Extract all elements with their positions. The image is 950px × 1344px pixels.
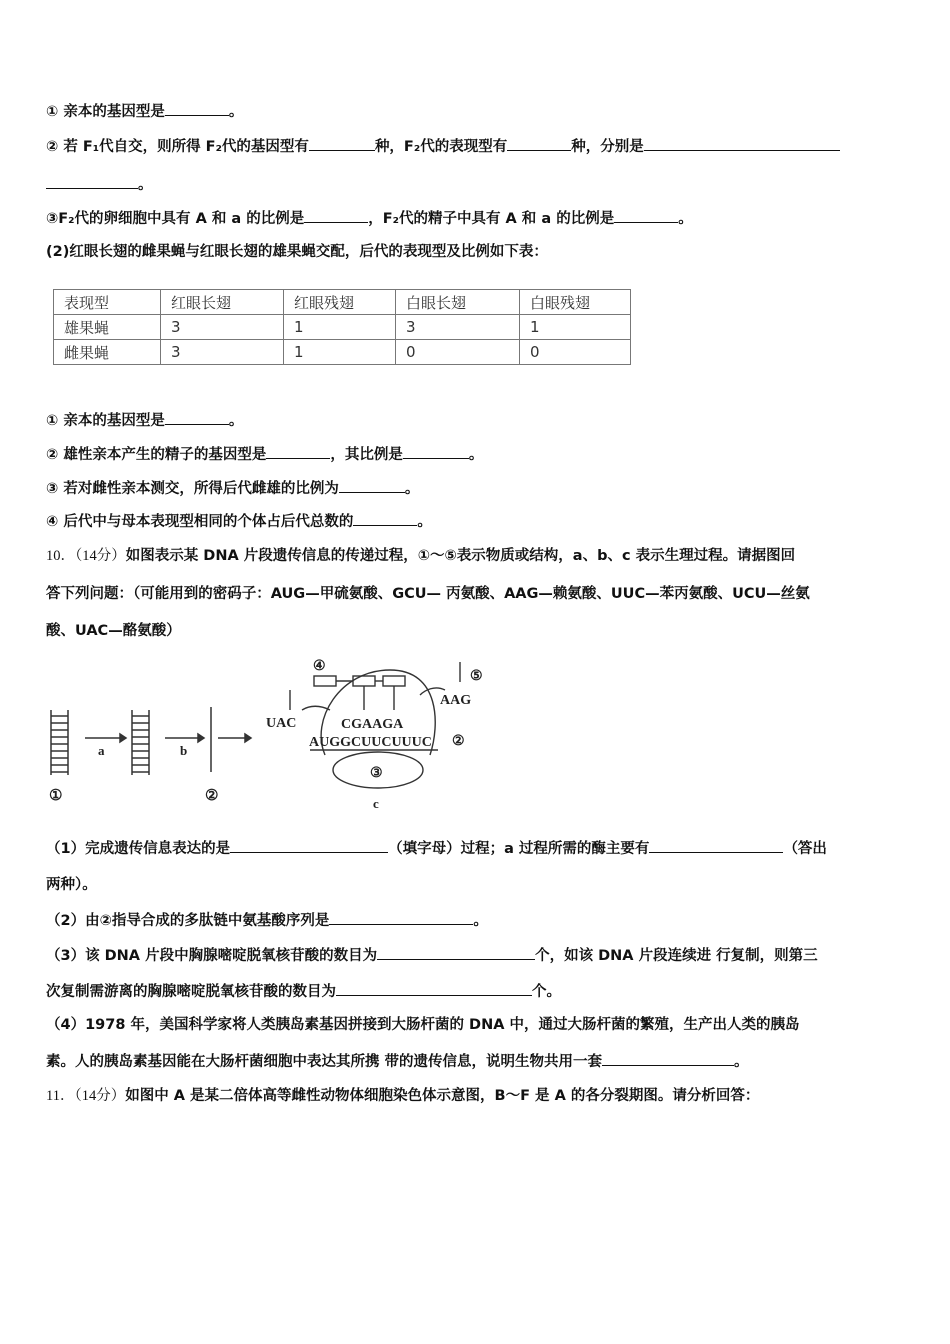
table-row (54, 340, 631, 365)
q10-intro-1 (46, 546, 795, 566)
answer-blank[interactable] (309, 136, 375, 151)
text: 。 (417, 514, 432, 530)
answer-blank[interactable] (46, 174, 138, 189)
table-header: 白眼残翅 (520, 290, 631, 315)
q10-sub4-cont (46, 1051, 749, 1072)
text: 。 (473, 913, 488, 929)
table-row (54, 315, 631, 340)
label-3: ③ (370, 766, 383, 781)
answer-blank[interactable] (353, 511, 417, 526)
q10-sub3 (46, 945, 818, 966)
label-2-mrna: ② (452, 734, 465, 749)
answer-blank[interactable] (165, 101, 229, 116)
dna-transfer-diagram (40, 650, 490, 820)
dna-double-helix-icon (51, 710, 68, 775)
text: 。 (228, 104, 244, 120)
answer-blank[interactable] (614, 208, 678, 223)
text: ，F₂代的精子中具有 A 和 a 的比例是 (368, 211, 615, 227)
answer-blank[interactable] (644, 136, 840, 151)
answer-blank[interactable] (339, 478, 405, 493)
text: 。 (138, 177, 153, 193)
q10-sub1 (46, 838, 827, 859)
table-cell: 0 (396, 340, 520, 365)
label-1: ① (49, 788, 63, 804)
text: ③ 若对雌性亲本测交，所得后代雌雄的比例为 (46, 481, 339, 497)
text: ② 雄性亲本产生的精子的基因型是 (46, 447, 267, 463)
phenotype-table (53, 289, 631, 365)
mrna-sequence: AUGGCUUCUUUC (309, 735, 432, 750)
table-cell: 雌果蝇 (54, 340, 161, 365)
label-4: ④ (313, 659, 326, 674)
trna-anticodon-aag: AAG (440, 693, 472, 708)
text: 如图中 A 是某二倍体高等雌性动物体细胞染色体示意图，B～F 是 A 的各分裂期图。请分析回答： (125, 1088, 760, 1104)
text: （答出 (783, 841, 827, 857)
anticodon-sequence: CGAAGA (341, 717, 404, 732)
answer-blank[interactable] (602, 1051, 734, 1066)
arrows (85, 707, 251, 772)
text: 个。 (532, 984, 561, 1000)
q9-sub1 (46, 410, 243, 431)
question-number: 11．（14分） (46, 1088, 126, 1104)
q10-sub1-cont: 两种）。 (46, 877, 97, 893)
table-header: 表现型 (54, 290, 161, 315)
q9-item1 (46, 101, 243, 122)
answer-blank[interactable] (230, 838, 388, 853)
table-cell: 雄果蝇 (54, 315, 161, 340)
q9-part2: (2)红眼长翅的雌果蝇与红眼长翅的雄果蝇交配，后代的表现型及比例如下表： (46, 244, 548, 260)
table-cell: 1 (520, 315, 631, 340)
table-cell: 3 (161, 340, 284, 365)
label-a: a (98, 743, 105, 758)
q10-intro-3: 酸、UAC—酪氨酸） (46, 623, 181, 639)
text: 。 (468, 447, 484, 463)
q9-item2-cont (46, 174, 153, 195)
text: ① 亲本的基因型是 (46, 413, 165, 429)
answer-blank[interactable] (649, 838, 783, 853)
answer-blank[interactable] (507, 136, 571, 151)
answer-blank[interactable] (266, 444, 330, 459)
q9-item3 (46, 208, 693, 229)
table-cell: 3 (161, 315, 284, 340)
text: ③F₂代的卵细胞中具有 A 和 a 的比例是 (46, 211, 305, 227)
question-number: 10．（14分） (46, 548, 126, 564)
label-2: ② (205, 788, 219, 804)
dna-copy-icon (132, 710, 149, 775)
label-c: c (373, 796, 379, 811)
answer-blank[interactable] (336, 981, 532, 996)
text: ① 亲本的基因型是 (46, 104, 165, 120)
text: ，其比例是 (330, 447, 403, 463)
text: ④ 后代中与母本表现型相同的个体占后代总数的 (46, 514, 354, 530)
text: （3）该 DNA 片段中胸腺嘧啶脱氧核苷酸的数目为 (46, 948, 378, 964)
text: 种，F₂代的表现型有 (374, 139, 508, 155)
text: 。 (734, 1054, 749, 1070)
table-header: 红眼长翅 (161, 290, 284, 315)
text: 。 (678, 211, 693, 227)
table-header: 红眼残翅 (284, 290, 396, 315)
q9-sub4 (46, 511, 432, 532)
answer-blank[interactable] (304, 208, 368, 223)
q11-intro (46, 1086, 759, 1106)
text: 次复制需游离的胸腺嘧啶脱氧核苷酸的数目为 (46, 984, 336, 1000)
text: （填字母）过程；a 过程所需的酶主要有 (388, 841, 650, 857)
q9-sub2 (46, 444, 483, 465)
text: 素。人的胰岛素基因能在大肠杆菌细胞中表达其所携 带的遗传信息，说明生物共用一套 (46, 1054, 603, 1070)
q10-sub3-cont (46, 981, 561, 1002)
text: （2）由②指导合成的多肽链中氨基酸序列是 (46, 913, 330, 929)
label-b: b (180, 743, 188, 758)
text: ② 若 F₁代自交，则所得 F₂代的基因型有 (46, 139, 309, 155)
table-cell: 3 (396, 315, 520, 340)
text: 个，如该 DNA 片段连续进 行复制，则第三 (535, 948, 818, 964)
label-5: ⑤ (470, 669, 483, 684)
table-header: 白眼长翅 (396, 290, 520, 315)
q10-sub4: （4）1978 年，美国科学家将人类胰岛素基因拼接到大肠杆菌的 DNA 中，通过大肠杆菌的繁殖，生产出人类的胰岛 (46, 1017, 800, 1033)
q10-intro-2: 答下列问题：（可能用到的密码子：AUG—甲硫氨酸、GCU— 丙氨酸、AAG—赖氨酸、UUC—苯丙氨酸、UCU—丝氨 (46, 586, 810, 602)
text: 。 (404, 481, 420, 497)
q10-sub2 (46, 910, 488, 931)
table-cell: 0 (520, 340, 631, 365)
text: 种，分别是 (571, 139, 644, 155)
table-cell: 1 (284, 315, 396, 340)
answer-blank[interactable] (377, 945, 535, 960)
text: （1）完成遗传信息表达的是 (46, 841, 231, 857)
q9-sub3 (46, 478, 419, 499)
trna-anticodon-uac: UAC (266, 716, 297, 731)
answer-blank[interactable] (403, 444, 469, 459)
q9-item2 (46, 136, 840, 157)
answer-blank[interactable] (329, 910, 473, 925)
answer-blank[interactable] (165, 410, 229, 425)
text: 如图表示某 DNA 片段遗传信息的传递过程，①～⑤表示物质或结构，a、b、c 表示生理过程。请据图回 (125, 548, 796, 564)
text: 。 (228, 413, 244, 429)
table-header-row (54, 290, 631, 315)
table-cell: 1 (284, 340, 396, 365)
